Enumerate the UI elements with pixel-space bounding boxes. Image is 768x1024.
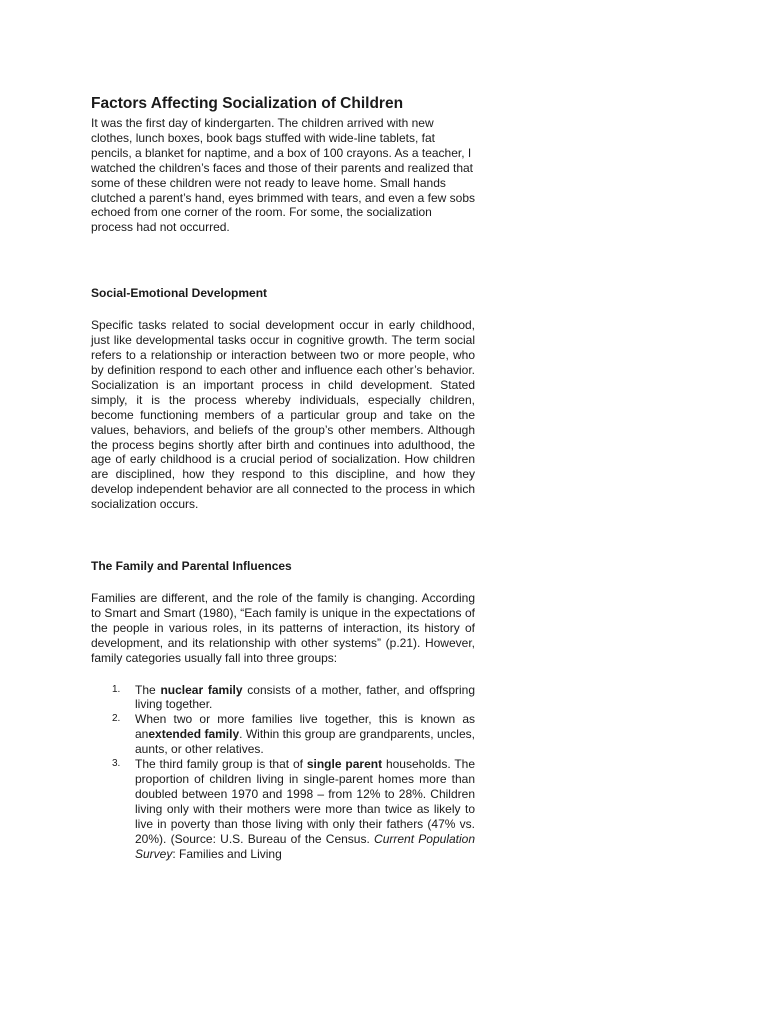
- list-item: [91, 712, 475, 757]
- list-item: [91, 757, 475, 861]
- list-text: The third family group is that of: [135, 757, 307, 772]
- list-term: nuclear family: [160, 682, 243, 697]
- list-citation: Current Population Survey: [135, 831, 476, 861]
- list-term: extended family: [148, 727, 240, 742]
- section-heading-social-emotional: Social-Emotional Development: [91, 286, 268, 301]
- list-text: households. The proportion of children living in single-parent homes more than doubled between 1970 and 1998 – from 12% to 28%. Children living only with their mothers were more than twice as likely to live in poverty than those living with only their fathers (47% vs. 20%). (Source: U.S. Bureau of the Census.: [135, 757, 475, 846]
- list-text: . Within this group are grandparents, uncles, aunts, or other relatives.: [135, 727, 475, 757]
- section-body-social-emotional: Specific tasks related to social development occur in early childhood, just like developmental tasks occur in cognitive growth. The term social refers to a relationship or interaction between two or more people, who by definition respond to each other and influence each other’s behavior. Socialization is an important process in child development. Stated simply, it is the process whereby individuals, especially children, become functioning members of a particular group and take on the values, behaviors, and beliefs of the group’s other members. Although the process begins shortly after birth and continues into adulthood, the age of early childhood is a crucial period of socialization. How children are disciplined, how they respond to this discipline, and how they develop independent behavior are all connected to the process in which socialization occurs.: [91, 318, 475, 512]
- list-text: : Families and Living: [172, 846, 282, 861]
- list-number: 3.: [112, 758, 121, 770]
- intro-paragraph: It was the first day of kindergarten. The children arrived with new clothes, lunch boxes, book bags stuffed with wide-line tablets, fat pencils, a blanket for naptime, and a box of 100 crayons. As a teacher, I watched the children’s faces and those of their parents and realized that some of these children were not ready to leave home. Small hands clutched a parent’s hand, eyes brimmed with tears, and even a few sobs echoed from one corner of the room. For some, the socialization process had not occurred.: [91, 116, 475, 235]
- section-heading-family: The Family and Parental Influences: [91, 559, 292, 574]
- page-title: Factors Affecting Socialization of Children: [91, 95, 404, 112]
- list-text: consists of a mother, father, and offspring living together.: [135, 682, 476, 712]
- list-number: 2.: [112, 713, 121, 725]
- list-text: When two or more families live together, this is known as an: [135, 712, 475, 742]
- section-body-family: Families are different, and the role of the family is changing. According to Smart and Smart (1980), “Each family is unique in the expectations of the people in various roles, in its patterns of interaction, its history of development, and its relationship with other systems” (p.21). However, family categories usually fall into three groups:: [91, 591, 475, 665]
- list-term: single parent: [306, 757, 383, 772]
- list-item: [91, 683, 475, 713]
- list-number: 1.: [112, 683, 121, 695]
- list-text: The: [135, 682, 161, 697]
- family-types-list: [91, 683, 475, 862]
- document-content: [91, 94, 475, 861]
